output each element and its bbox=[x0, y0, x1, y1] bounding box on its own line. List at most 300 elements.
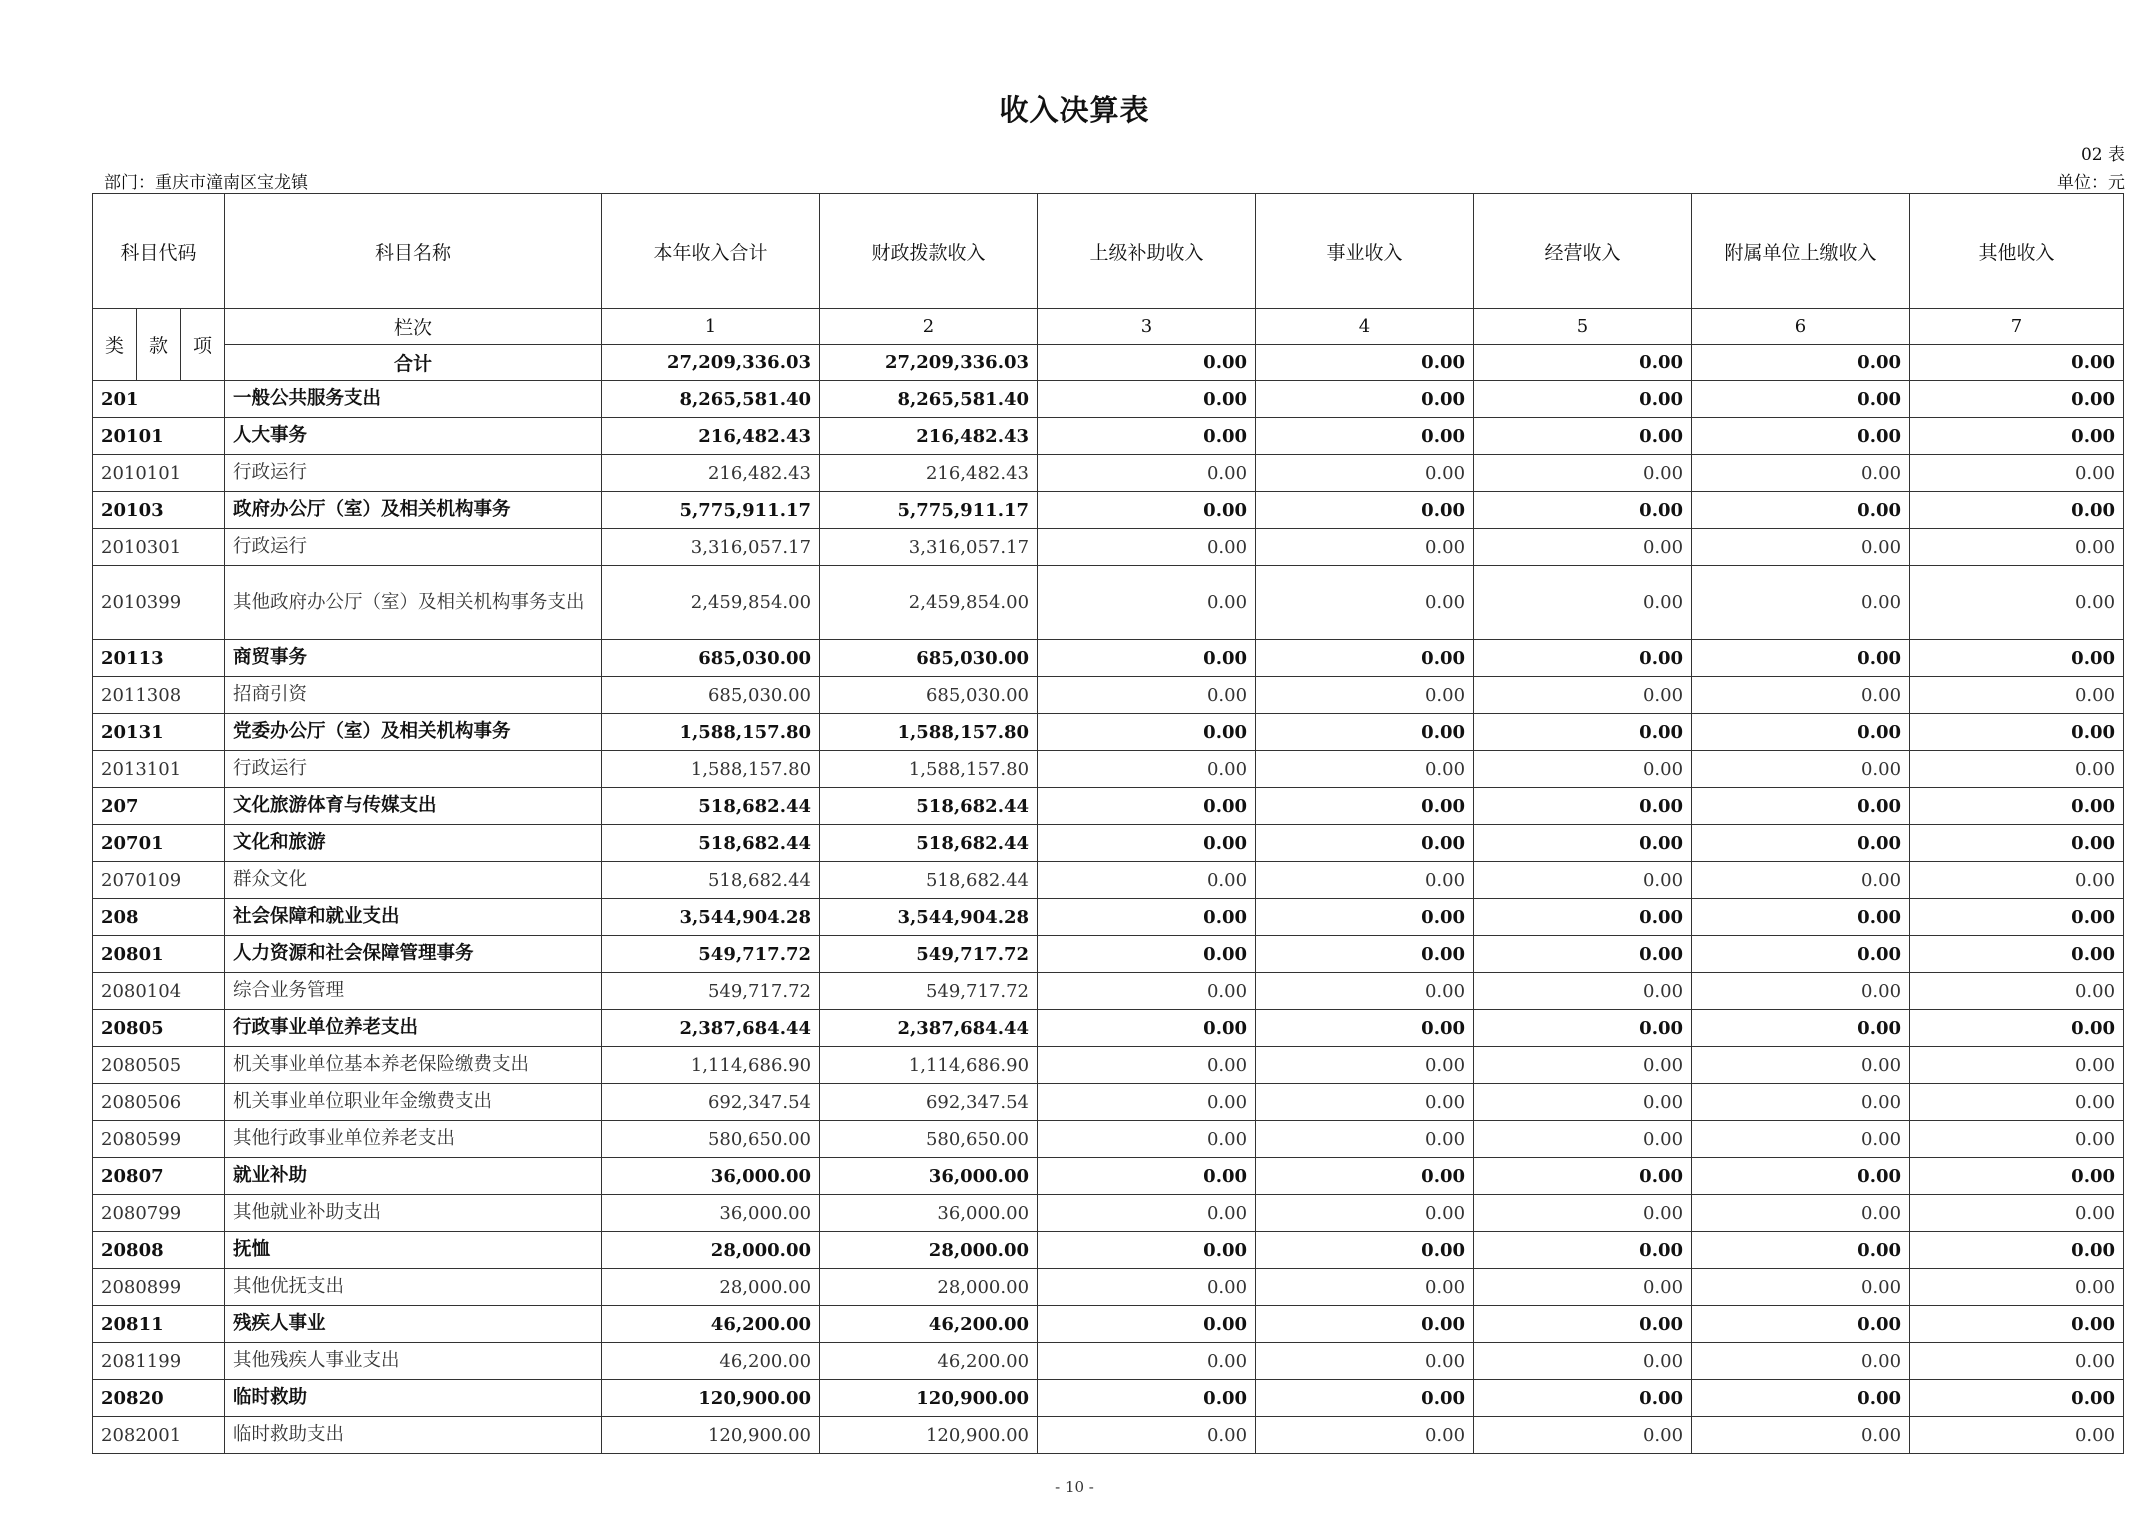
row-value: 0.00 bbox=[1474, 640, 1692, 677]
row-value: 0.00 bbox=[1256, 751, 1474, 788]
table-row bbox=[93, 566, 2124, 640]
row-value: 0.00 bbox=[1474, 529, 1692, 566]
row-value: 518,682.44 bbox=[820, 825, 1038, 862]
page-number: - 10 - bbox=[1055, 1478, 1094, 1496]
row-code: 2010399 bbox=[93, 566, 225, 640]
row-value: 0.00 bbox=[1038, 1269, 1256, 1306]
row-value: 0.00 bbox=[1256, 640, 1474, 677]
table-row bbox=[93, 862, 2124, 899]
row-value: 0.00 bbox=[1256, 1084, 1474, 1121]
row-value: 0.00 bbox=[1692, 936, 1910, 973]
table-row bbox=[93, 1232, 2124, 1269]
row-value: 0.00 bbox=[1038, 714, 1256, 751]
total-value: 0.00 bbox=[1038, 345, 1256, 381]
row-code: 2080505 bbox=[93, 1047, 225, 1084]
row-name: 残疾人事业 bbox=[225, 1306, 602, 1343]
row-value: 0.00 bbox=[1256, 492, 1474, 529]
row-value: 0.00 bbox=[1474, 381, 1692, 418]
table-row bbox=[93, 751, 2124, 788]
row-value: 518,682.44 bbox=[820, 862, 1038, 899]
row-value: 580,650.00 bbox=[602, 1121, 820, 1158]
xiang-label: 项 bbox=[181, 309, 225, 381]
row-name: 招商引资 bbox=[225, 677, 602, 714]
row-value: 0.00 bbox=[1692, 1417, 1910, 1454]
row-value: 28,000.00 bbox=[820, 1269, 1038, 1306]
row-code: 2011308 bbox=[93, 677, 225, 714]
row-code: 20131 bbox=[93, 714, 225, 751]
row-value: 0.00 bbox=[1256, 825, 1474, 862]
row-value: 0.00 bbox=[1038, 529, 1256, 566]
total-value: 0.00 bbox=[1474, 345, 1692, 381]
row-code: 2080506 bbox=[93, 1084, 225, 1121]
row-value: 0.00 bbox=[1910, 1121, 2124, 1158]
row-value: 0.00 bbox=[1692, 1343, 1910, 1380]
row-code: 2070109 bbox=[93, 862, 225, 899]
row-value: 0.00 bbox=[1474, 936, 1692, 973]
row-value: 0.00 bbox=[1474, 899, 1692, 936]
total-value: 27,209,336.03 bbox=[820, 345, 1038, 381]
row-value: 36,000.00 bbox=[602, 1195, 820, 1232]
row-value: 216,482.43 bbox=[602, 455, 820, 492]
table-row bbox=[93, 1269, 2124, 1306]
kuan-label: 款 bbox=[137, 309, 181, 381]
row-value: 0.00 bbox=[1038, 862, 1256, 899]
row-value: 0.00 bbox=[1038, 1232, 1256, 1269]
row-value: 0.00 bbox=[1910, 751, 2124, 788]
row-value: 1,114,686.90 bbox=[820, 1047, 1038, 1084]
income-table bbox=[92, 193, 2124, 1454]
row-value: 0.00 bbox=[1256, 1158, 1474, 1195]
row-name: 临时救助支出 bbox=[225, 1417, 602, 1454]
row-value: 0.00 bbox=[1474, 1269, 1692, 1306]
row-name: 机关事业单位职业年金缴费支出 bbox=[225, 1084, 602, 1121]
row-name: 人力资源和社会保障管理事务 bbox=[225, 936, 602, 973]
row-code: 208 bbox=[93, 899, 225, 936]
row-value: 0.00 bbox=[1692, 566, 1910, 640]
row-name: 社会保障和就业支出 bbox=[225, 899, 602, 936]
row-value: 0.00 bbox=[1692, 714, 1910, 751]
row-value: 46,200.00 bbox=[602, 1343, 820, 1380]
row-value: 518,682.44 bbox=[820, 788, 1038, 825]
row-name: 行政运行 bbox=[225, 529, 602, 566]
row-value: 0.00 bbox=[1692, 381, 1910, 418]
table-row bbox=[93, 1195, 2124, 1232]
row-value: 549,717.72 bbox=[602, 936, 820, 973]
row-value: 120,900.00 bbox=[820, 1417, 1038, 1454]
row-value: 120,900.00 bbox=[602, 1417, 820, 1454]
total-value: 0.00 bbox=[1692, 345, 1910, 381]
table-row bbox=[93, 788, 2124, 825]
row-value: 0.00 bbox=[1910, 529, 2124, 566]
row-value: 0.00 bbox=[1910, 492, 2124, 529]
row-value: 0.00 bbox=[1474, 1158, 1692, 1195]
row-value: 0.00 bbox=[1910, 1010, 2124, 1047]
header-col-6: 附属单位上缴收入 bbox=[1692, 194, 1910, 309]
row-value: 0.00 bbox=[1910, 788, 2124, 825]
row-name: 综合业务管理 bbox=[225, 973, 602, 1010]
table-row bbox=[93, 1343, 2124, 1380]
row-value: 0.00 bbox=[1038, 492, 1256, 529]
row-value: 0.00 bbox=[1910, 1047, 2124, 1084]
row-value: 0.00 bbox=[1474, 973, 1692, 1010]
row-value: 0.00 bbox=[1474, 1195, 1692, 1232]
row-value: 0.00 bbox=[1474, 418, 1692, 455]
row-value: 0.00 bbox=[1910, 825, 2124, 862]
row-name: 临时救助 bbox=[225, 1380, 602, 1417]
row-value: 0.00 bbox=[1910, 899, 2124, 936]
row-value: 3,316,057.17 bbox=[820, 529, 1038, 566]
row-value: 0.00 bbox=[1038, 1380, 1256, 1417]
row-name: 行政事业单位养老支出 bbox=[225, 1010, 602, 1047]
row-value: 0.00 bbox=[1038, 566, 1256, 640]
row-value: 2,387,684.44 bbox=[820, 1010, 1038, 1047]
row-value: 549,717.72 bbox=[820, 936, 1038, 973]
row-value: 0.00 bbox=[1474, 1417, 1692, 1454]
row-value: 46,200.00 bbox=[602, 1306, 820, 1343]
row-code: 201 bbox=[93, 381, 225, 418]
header-row bbox=[93, 194, 2124, 309]
row-value: 0.00 bbox=[1256, 1047, 1474, 1084]
row-value: 5,775,911.17 bbox=[820, 492, 1038, 529]
row-code: 20101 bbox=[93, 418, 225, 455]
row-value: 0.00 bbox=[1692, 1195, 1910, 1232]
row-value: 0.00 bbox=[1474, 1010, 1692, 1047]
row-value: 0.00 bbox=[1692, 529, 1910, 566]
table-row bbox=[93, 640, 2124, 677]
row-value: 5,775,911.17 bbox=[602, 492, 820, 529]
row-value: 0.00 bbox=[1474, 492, 1692, 529]
row-value: 0.00 bbox=[1256, 566, 1474, 640]
row-value: 692,347.54 bbox=[602, 1084, 820, 1121]
row-value: 2,459,854.00 bbox=[820, 566, 1038, 640]
row-value: 518,682.44 bbox=[602, 825, 820, 862]
row-value: 0.00 bbox=[1038, 1084, 1256, 1121]
row-value: 0.00 bbox=[1038, 1158, 1256, 1195]
row-value: 518,682.44 bbox=[602, 788, 820, 825]
row-value: 0.00 bbox=[1692, 1047, 1910, 1084]
row-value: 0.00 bbox=[1474, 862, 1692, 899]
row-value: 0.00 bbox=[1038, 973, 1256, 1010]
row-value: 46,200.00 bbox=[820, 1343, 1038, 1380]
row-value: 0.00 bbox=[1038, 677, 1256, 714]
row-value: 0.00 bbox=[1692, 899, 1910, 936]
row-value: 28,000.00 bbox=[820, 1232, 1038, 1269]
row-value: 0.00 bbox=[1256, 529, 1474, 566]
row-value: 0.00 bbox=[1038, 936, 1256, 973]
row-value: 0.00 bbox=[1038, 1343, 1256, 1380]
table-row bbox=[93, 1417, 2124, 1454]
row-value: 0.00 bbox=[1910, 1269, 2124, 1306]
row-code: 20808 bbox=[93, 1232, 225, 1269]
header-name: 科目名称 bbox=[225, 194, 602, 309]
row-value: 0.00 bbox=[1474, 677, 1692, 714]
table-row bbox=[93, 714, 2124, 751]
row-value: 3,316,057.17 bbox=[602, 529, 820, 566]
row-name: 群众文化 bbox=[225, 862, 602, 899]
table-row bbox=[93, 492, 2124, 529]
row-value: 0.00 bbox=[1038, 640, 1256, 677]
row-value: 0.00 bbox=[1910, 640, 2124, 677]
row-value: 0.00 bbox=[1256, 1343, 1474, 1380]
total-value: 0.00 bbox=[1910, 345, 2124, 381]
row-value: 0.00 bbox=[1692, 418, 1910, 455]
row-value: 0.00 bbox=[1256, 1232, 1474, 1269]
row-value: 216,482.43 bbox=[820, 418, 1038, 455]
row-value: 1,588,157.80 bbox=[820, 714, 1038, 751]
row-name: 文化和旅游 bbox=[225, 825, 602, 862]
lanci-label: 栏次 bbox=[225, 309, 602, 345]
row-value: 3,544,904.28 bbox=[820, 899, 1038, 936]
lanci-num: 3 bbox=[1038, 309, 1256, 345]
row-value: 549,717.72 bbox=[820, 973, 1038, 1010]
row-value: 0.00 bbox=[1910, 973, 2124, 1010]
row-value: 0.00 bbox=[1474, 1084, 1692, 1121]
row-value: 0.00 bbox=[1256, 418, 1474, 455]
row-name: 其他优抚支出 bbox=[225, 1269, 602, 1306]
table-row bbox=[93, 1084, 2124, 1121]
row-value: 0.00 bbox=[1256, 381, 1474, 418]
row-value: 0.00 bbox=[1692, 973, 1910, 1010]
row-value: 0.00 bbox=[1256, 936, 1474, 973]
row-code: 2080104 bbox=[93, 973, 225, 1010]
row-value: 36,000.00 bbox=[602, 1158, 820, 1195]
row-value: 0.00 bbox=[1474, 714, 1692, 751]
row-value: 8,265,581.40 bbox=[602, 381, 820, 418]
row-value: 685,030.00 bbox=[602, 640, 820, 677]
row-code: 2010101 bbox=[93, 455, 225, 492]
row-name: 其他行政事业单位养老支出 bbox=[225, 1121, 602, 1158]
row-value: 46,200.00 bbox=[820, 1306, 1038, 1343]
row-value: 0.00 bbox=[1692, 751, 1910, 788]
total-row bbox=[93, 345, 2124, 381]
row-value: 0.00 bbox=[1692, 1158, 1910, 1195]
table-row bbox=[93, 825, 2124, 862]
row-value: 0.00 bbox=[1256, 1010, 1474, 1047]
row-name: 政府办公厅（室）及相关机构事务 bbox=[225, 492, 602, 529]
row-value: 0.00 bbox=[1474, 1047, 1692, 1084]
row-value: 0.00 bbox=[1256, 1269, 1474, 1306]
row-value: 0.00 bbox=[1910, 1306, 2124, 1343]
row-code: 2013101 bbox=[93, 751, 225, 788]
row-code: 2082001 bbox=[93, 1417, 225, 1454]
row-value: 0.00 bbox=[1692, 455, 1910, 492]
row-value: 0.00 bbox=[1256, 973, 1474, 1010]
row-value: 0.00 bbox=[1038, 1417, 1256, 1454]
row-value: 0.00 bbox=[1038, 1121, 1256, 1158]
row-value: 0.00 bbox=[1038, 381, 1256, 418]
row-value: 0.00 bbox=[1474, 1121, 1692, 1158]
row-name: 其他政府办公厅（室）及相关机构事务支出 bbox=[225, 566, 602, 640]
unit-label: 单位：元 bbox=[2057, 173, 2125, 193]
row-value: 0.00 bbox=[1474, 788, 1692, 825]
row-value: 8,265,581.40 bbox=[820, 381, 1038, 418]
row-code: 20805 bbox=[93, 1010, 225, 1047]
table-row bbox=[93, 418, 2124, 455]
row-value: 0.00 bbox=[1038, 418, 1256, 455]
row-name: 就业补助 bbox=[225, 1158, 602, 1195]
lanci-row bbox=[93, 309, 2124, 345]
row-value: 0.00 bbox=[1038, 1195, 1256, 1232]
row-value: 549,717.72 bbox=[602, 973, 820, 1010]
row-value: 0.00 bbox=[1910, 418, 2124, 455]
table-row bbox=[93, 529, 2124, 566]
department-label: 部门：重庆市潼南区宝龙镇 bbox=[104, 173, 308, 193]
header-col-7: 其他收入 bbox=[1910, 194, 2124, 309]
row-code: 20807 bbox=[93, 1158, 225, 1195]
row-code: 2080599 bbox=[93, 1121, 225, 1158]
row-code: 20701 bbox=[93, 825, 225, 862]
row-name: 党委办公厅（室）及相关机构事务 bbox=[225, 714, 602, 751]
row-value: 0.00 bbox=[1910, 862, 2124, 899]
row-value: 28,000.00 bbox=[602, 1269, 820, 1306]
row-value: 0.00 bbox=[1038, 1306, 1256, 1343]
row-value: 0.00 bbox=[1692, 788, 1910, 825]
lei-label: 类 bbox=[93, 309, 137, 381]
row-value: 0.00 bbox=[1474, 1306, 1692, 1343]
row-code: 2080799 bbox=[93, 1195, 225, 1232]
table-row bbox=[93, 899, 2124, 936]
row-value: 0.00 bbox=[1692, 1010, 1910, 1047]
row-value: 0.00 bbox=[1692, 1306, 1910, 1343]
table-row bbox=[93, 677, 2124, 714]
row-value: 685,030.00 bbox=[820, 640, 1038, 677]
lanci-num: 1 bbox=[602, 309, 820, 345]
row-value: 0.00 bbox=[1910, 936, 2124, 973]
row-value: 0.00 bbox=[1910, 1232, 2124, 1269]
row-name: 行政运行 bbox=[225, 751, 602, 788]
header-code: 科目代码 bbox=[93, 194, 225, 309]
row-code: 2081199 bbox=[93, 1343, 225, 1380]
page-title: 收入决算表 bbox=[999, 93, 1150, 127]
row-value: 692,347.54 bbox=[820, 1084, 1038, 1121]
row-value: 685,030.00 bbox=[820, 677, 1038, 714]
lanci-num: 5 bbox=[1474, 309, 1692, 345]
row-value: 0.00 bbox=[1256, 899, 1474, 936]
row-value: 0.00 bbox=[1910, 1195, 2124, 1232]
lanci-num: 7 bbox=[1910, 309, 2124, 345]
total-label: 合计 bbox=[225, 345, 602, 381]
header-col-5: 经营收入 bbox=[1474, 194, 1692, 309]
row-value: 216,482.43 bbox=[820, 455, 1038, 492]
row-value: 0.00 bbox=[1256, 455, 1474, 492]
row-value: 0.00 bbox=[1256, 1417, 1474, 1454]
row-value: 0.00 bbox=[1910, 714, 2124, 751]
row-value: 0.00 bbox=[1474, 825, 1692, 862]
total-value: 0.00 bbox=[1256, 345, 1474, 381]
row-name: 其他残疾人事业支出 bbox=[225, 1343, 602, 1380]
table-row bbox=[93, 455, 2124, 492]
row-code: 2010301 bbox=[93, 529, 225, 566]
row-code: 20801 bbox=[93, 936, 225, 973]
lanci-num: 2 bbox=[820, 309, 1038, 345]
row-value: 0.00 bbox=[1038, 1010, 1256, 1047]
row-value: 0.00 bbox=[1256, 1121, 1474, 1158]
table-row bbox=[93, 936, 2124, 973]
table-row bbox=[93, 381, 2124, 418]
row-code: 20113 bbox=[93, 640, 225, 677]
row-value: 216,482.43 bbox=[602, 418, 820, 455]
row-value: 0.00 bbox=[1692, 1084, 1910, 1121]
row-value: 0.00 bbox=[1910, 1380, 2124, 1417]
lanci-num: 6 bbox=[1692, 309, 1910, 345]
table-row bbox=[93, 1047, 2124, 1084]
row-value: 1,114,686.90 bbox=[602, 1047, 820, 1084]
row-value: 120,900.00 bbox=[820, 1380, 1038, 1417]
row-value: 0.00 bbox=[1474, 455, 1692, 492]
row-value: 0.00 bbox=[1038, 788, 1256, 825]
row-value: 0.00 bbox=[1910, 1084, 2124, 1121]
row-value: 0.00 bbox=[1910, 1417, 2124, 1454]
row-name: 机关事业单位基本养老保险缴费支出 bbox=[225, 1047, 602, 1084]
table-number: 02 表 bbox=[2080, 145, 2125, 165]
row-value: 0.00 bbox=[1692, 825, 1910, 862]
table-row bbox=[93, 1306, 2124, 1343]
row-name: 行政运行 bbox=[225, 455, 602, 492]
row-code: 20811 bbox=[93, 1306, 225, 1343]
row-code: 20820 bbox=[93, 1380, 225, 1417]
row-value: 36,000.00 bbox=[820, 1158, 1038, 1195]
row-value: 1,588,157.80 bbox=[602, 751, 820, 788]
row-value: 0.00 bbox=[1692, 1269, 1910, 1306]
row-value: 0.00 bbox=[1474, 1343, 1692, 1380]
row-value: 36,000.00 bbox=[820, 1195, 1038, 1232]
row-value: 0.00 bbox=[1256, 862, 1474, 899]
row-value: 0.00 bbox=[1474, 751, 1692, 788]
row-value: 685,030.00 bbox=[602, 677, 820, 714]
row-value: 0.00 bbox=[1256, 714, 1474, 751]
row-value: 0.00 bbox=[1256, 1380, 1474, 1417]
row-value: 0.00 bbox=[1692, 1232, 1910, 1269]
table-row bbox=[93, 973, 2124, 1010]
row-value: 3,544,904.28 bbox=[602, 899, 820, 936]
row-value: 0.00 bbox=[1474, 566, 1692, 640]
header-col-2: 财政拨款收入 bbox=[820, 194, 1038, 309]
row-value: 0.00 bbox=[1692, 677, 1910, 714]
row-code: 207 bbox=[93, 788, 225, 825]
row-value: 0.00 bbox=[1910, 381, 2124, 418]
row-value: 580,650.00 bbox=[820, 1121, 1038, 1158]
row-value: 0.00 bbox=[1038, 455, 1256, 492]
row-value: 0.00 bbox=[1038, 1047, 1256, 1084]
row-value: 0.00 bbox=[1692, 1380, 1910, 1417]
row-value: 0.00 bbox=[1910, 1158, 2124, 1195]
row-value: 0.00 bbox=[1256, 677, 1474, 714]
row-value: 0.00 bbox=[1474, 1232, 1692, 1269]
row-name: 商贸事务 bbox=[225, 640, 602, 677]
header-col-3: 上级补助收入 bbox=[1038, 194, 1256, 309]
row-name: 文化旅游体育与传媒支出 bbox=[225, 788, 602, 825]
row-value: 0.00 bbox=[1038, 751, 1256, 788]
table-row bbox=[93, 1010, 2124, 1047]
row-name: 其他就业补助支出 bbox=[225, 1195, 602, 1232]
header-col-4: 事业收入 bbox=[1256, 194, 1474, 309]
table-row bbox=[93, 1380, 2124, 1417]
row-value: 0.00 bbox=[1910, 455, 2124, 492]
row-value: 0.00 bbox=[1692, 492, 1910, 529]
row-code: 20103 bbox=[93, 492, 225, 529]
row-value: 0.00 bbox=[1692, 640, 1910, 677]
lanci-num: 4 bbox=[1256, 309, 1474, 345]
row-name: 人大事务 bbox=[225, 418, 602, 455]
table-row bbox=[93, 1158, 2124, 1195]
row-code: 2080899 bbox=[93, 1269, 225, 1306]
row-value: 518,682.44 bbox=[602, 862, 820, 899]
row-value: 0.00 bbox=[1256, 1195, 1474, 1232]
row-value: 0.00 bbox=[1256, 1306, 1474, 1343]
header-col-1: 本年收入合计 bbox=[602, 194, 820, 309]
row-value: 1,588,157.80 bbox=[602, 714, 820, 751]
row-value: 120,900.00 bbox=[602, 1380, 820, 1417]
